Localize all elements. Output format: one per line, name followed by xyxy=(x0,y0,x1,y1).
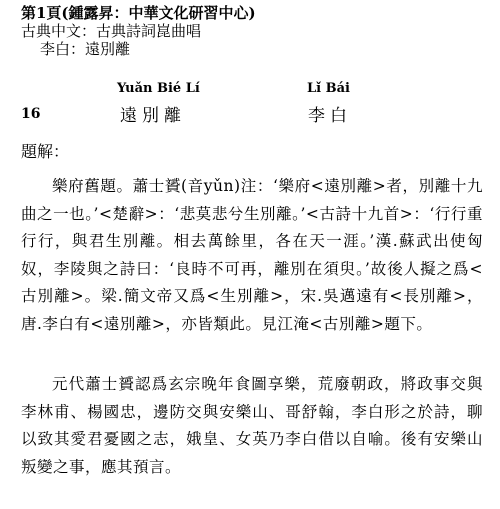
poem-title: 遠別離 xyxy=(120,106,186,126)
page-header-source: 第1頁(鍾露昇：中華文化研習中心) xyxy=(21,4,256,22)
section-heading: 題解： xyxy=(21,142,70,161)
page-header-poem: 李白：遠別離 xyxy=(40,40,131,58)
poem-author: 李白 xyxy=(308,106,352,126)
poem-number: 16 xyxy=(21,106,41,122)
commentary-paragraph-2: 元代蕭士贇認爲玄宗晚年食圖享樂，荒廢朝政，將政事交與李林甫、楊國忠，邊防交與安樂山、哥舒翰，李白形之於詩，聊以致其愛君憂國之志，娥皇、女英乃李白借以自喻。後有安樂山叛變之事，應其預言。 xyxy=(21,375,483,476)
author-pinyin: Lǐ Bái xyxy=(307,81,350,96)
title-pinyin: Yuǎn Bié Lí xyxy=(117,81,200,96)
commentary-paragraph-1: 樂府舊題。蕭士贇(音yǔn)注：‘樂府<遠別離>者，別離十九曲之一也。’<楚辭>：‘悲莫悲兮生別離。’<古詩十九首>：‘行行重行行，與君生別離。相去萬餘里，各在天一涯。’漢.蘇武出使匈奴，李陵與之詩曰：‘良時不可再，離別在須臾。’故後人擬之爲<古別離>。梁.簡文帝又爲<生別離>，宋.吳邁遠有<長別離>，唐.李白有<遠別離>，亦皆類此。見江淹<古別離>題下。 xyxy=(21,177,483,333)
page-header-course: 古典中文：古典詩詞崑曲唱 xyxy=(21,22,202,40)
